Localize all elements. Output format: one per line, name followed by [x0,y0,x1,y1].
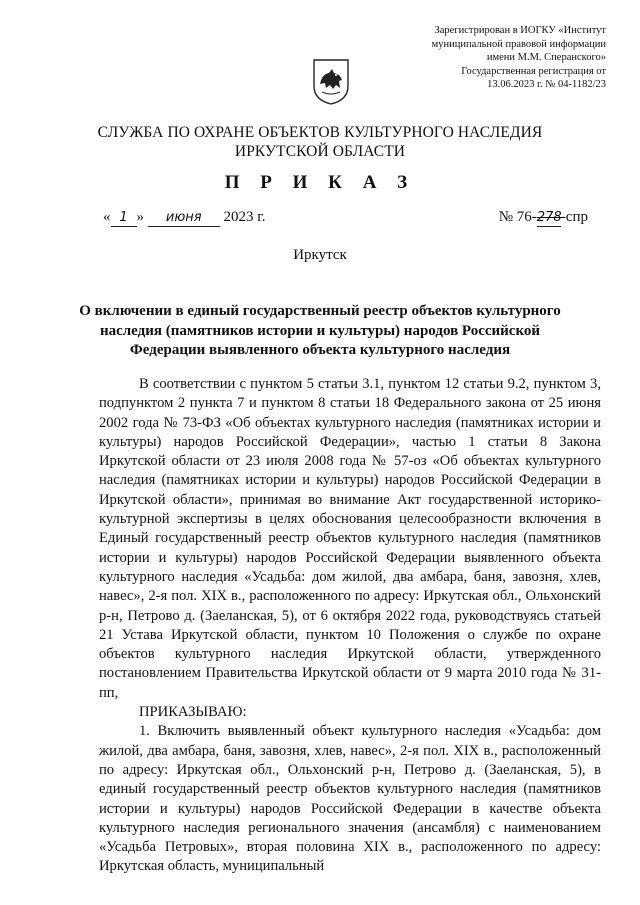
date-open-quote: « [103,209,111,225]
number-prefix: № 76- [498,209,537,225]
order-item-1: 1. Включить выявленный объект культурного наследия «Усадьба: дом жилой, два амбара, баня, завозня, хлев, навес», 2-я пол. XIX в., расположенный по адресу: Иркутская обл., Ольхонский р-н, Петрово д. (Заеланская, 5), в единый государственный реестр объектов культурного наследия (памятников истории и культуры) народов Российской Федерации в качестве объекта культурного наследия регионального значения (ансамбля) с наименованием «Усадьба Петровых», вторая половина XIX в., расположенного по адресу: Иркутская область, муниципальный [99,723,601,875]
registration-line: Государственная регистрация от [461,65,606,77]
handwritten-number: 278 [536,210,562,225]
organization-line-2: ИРКУТСКОЙ ОБЛАСТИ [234,143,406,160]
registration-stamp-note [396,24,606,92]
organization-name [0,123,640,161]
registration-line: 13.06.2023 г. № 04-1182/23 [487,79,606,91]
registration-line: муниципальной правовой информации [431,38,606,50]
document-body [99,375,601,877]
document-heading: О включении в единый государственный реестр объектов культурного наследия (памятников истории и культуры) народов Российской Федерации выявленного объекта культурного наследия [79,303,561,358]
handwritten-month: июня [148,210,220,227]
preamble-paragraph: В соответствии с пунктом 5 статьи 3.1, пунктом 12 статьи 9.2, пунктом 3, подпунктом 2 пункта 7 и пунктом 8 статьи 18 Федерального закона от 25 июня 2002 года № 73-ФЗ «Об объектах культурного наследия (памятниках истории и культуры) народов Российской Федерации», частью 1 статьи 8 Закона Иркутской области от 23 июля 2008 года № 57-оз «Об объектах культурного наследия (памятниках истории и культуры) народов Российской Федерации в Иркутской области», принимая во внимание Акт государственной историко-культурной экспертизы в целях обоснования целесообразности включения в Единый государственный реестр объектов культурного наследия (памятников истории и культуры) народов Российской Федерации выявленного объекта культурного наследия «Усадьба: дом жилой, два амбара, баня, завозня, хлев, навес», 2-я пол. XIX в., расположенного по адресу: Иркутская обл., Ольхонский р-н, Петрово д. (Заеланская, 5), от 6 октября 2022 года, руководствуясь статьей 21 Устава Иркутской области, пунктом 10 Положения о службе по охране объектов культурного наследия Иркутской области, утвержденного постановлением Правительства Иркутской области от 9 марта 2010 года № 31-пп, [99,376,601,701]
coat-of-arms-icon [312,58,350,106]
registration-line: имени М.М. Сперанского» [486,52,606,64]
handwritten-day: 1 [111,210,137,227]
date-year: 2023 г. [223,209,266,225]
document-type-title: П Р И К А З [224,172,416,193]
number-suffix: -спр [560,209,588,225]
document-number [499,209,588,227]
registration-line: Зарегистрирован в ИОГКУ «Институт [434,25,606,36]
order-word: ПРИКАЗЫВАЮ: [139,704,247,721]
document-date [103,209,265,227]
date-close-quote: » [136,209,144,225]
coat-of-arms-svg [312,58,350,106]
organization-line-1: СЛУЖБА ПО ОХРАНЕ ОБЪЕКТОВ КУЛЬТУРНОГО НАСЛЕДИЯ [97,124,543,141]
city-name: Иркутск [293,247,347,263]
